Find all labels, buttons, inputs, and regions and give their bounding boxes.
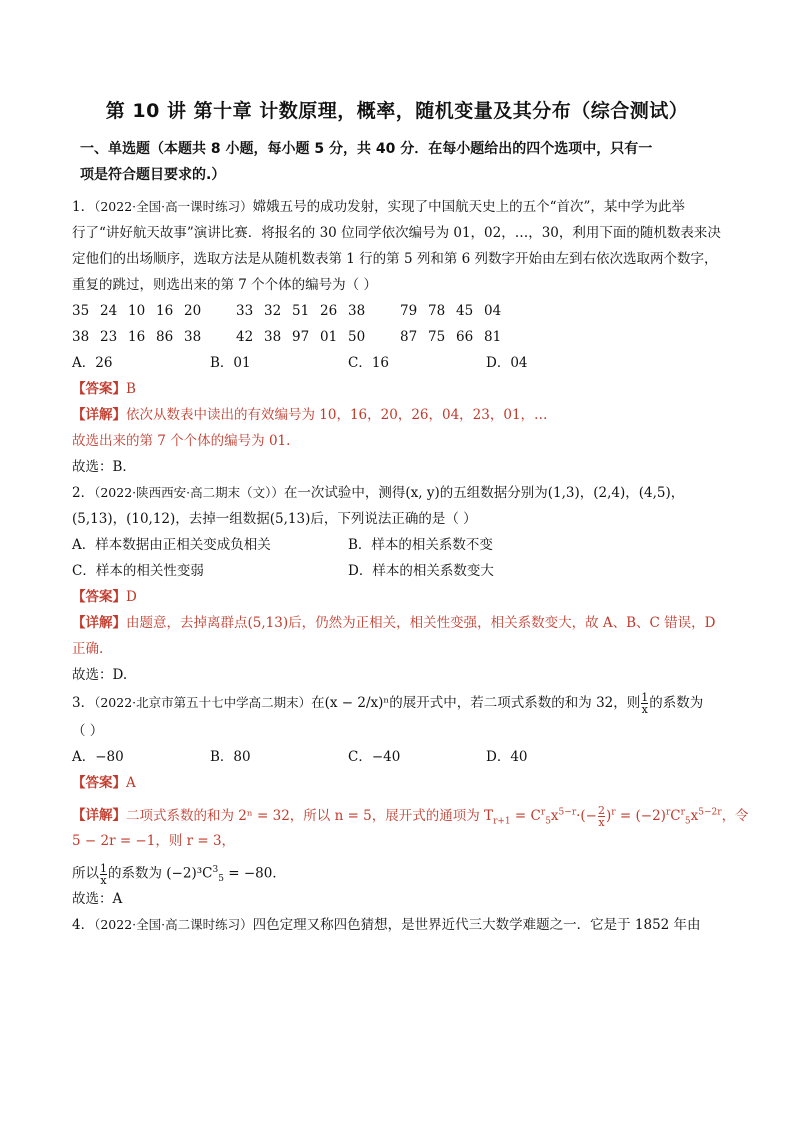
- random-number-row-1: [72, 298, 722, 324]
- table-cell: 50: [348, 329, 366, 345]
- question-text: 行了“讲好航天故事”演讲比赛．将报名的 30 位同学依次编号为 01，02，…，30，利用下面的随机数表来决: [72, 225, 721, 241]
- question-text: 定他们的出场顺序，选取方法是从随机数表第 1 行的第 5 列和第 6 列数字开始由左到右依次选取两个数字，: [72, 251, 718, 267]
- answer-tag: 【答案】: [72, 775, 126, 791]
- answer-options: [72, 744, 722, 770]
- answer-value: B: [126, 381, 136, 397]
- table-cell: 38: [72, 329, 90, 345]
- option-a: A．样本数据由正相关变成负相关: [72, 537, 271, 553]
- detail-text: 二项式系数的和为 2ⁿ = 32，所以 n = 5，展开式的通项为 $T_{r+1} = C^r_5x^{5-r}\cdot(-$ $\frac{2}{x}$ )$^r = (-2)^rC^r_5x^{5-2r}$，令: [126, 803, 749, 829]
- detail-line: [72, 796, 749, 829]
- table-cell: 75: [428, 329, 446, 345]
- question-3: [72, 688, 749, 912]
- table-cell: 35: [72, 303, 90, 319]
- number-group: [400, 324, 512, 350]
- option-d: D．40: [486, 749, 528, 765]
- detail-text: 5 − 2r = −1，则 r = 3，: [72, 833, 236, 849]
- answer-options: [72, 558, 722, 584]
- option-a: A．−80: [72, 749, 124, 765]
- table-cell: 42: [236, 329, 254, 345]
- answer-tag: 【答案】: [72, 589, 126, 605]
- choice-line: 故选：A: [72, 891, 123, 907]
- table-cell: 04: [484, 303, 502, 319]
- option-c: C．−40: [348, 749, 401, 765]
- detail-tag: 【详解】: [72, 615, 126, 631]
- choice-line: 故选：B．: [72, 459, 136, 475]
- option-d: D．样本的相关系数变大: [348, 563, 494, 579]
- questions: [72, 194, 749, 938]
- number-group: [236, 324, 376, 350]
- table-cell: 78: [428, 303, 446, 319]
- detail-text: 依次从数表中读出的有效编号为 10，16，20，26，04，23，01，…: [126, 407, 548, 423]
- table-cell: 86: [156, 329, 174, 345]
- question-source: （2022·北京市第五十七中学高二期末）: [94, 695, 312, 710]
- table-cell: 16: [156, 303, 174, 319]
- answer-line: [72, 770, 722, 796]
- number-group: [72, 298, 212, 324]
- option-b: B．80: [210, 749, 251, 765]
- fraction: $\frac{1}{x}$: [641, 691, 649, 716]
- table-cell: 10: [128, 303, 146, 319]
- table-cell: 16: [128, 329, 146, 345]
- answer-line: [72, 584, 722, 610]
- detail-line: [72, 610, 722, 636]
- question-text: 重复的跳过，则选出来的第 7 个个体的编号为（ ）: [72, 277, 377, 293]
- question-text: 的系数为: [649, 695, 704, 711]
- question-4: [72, 912, 722, 938]
- question-text: （ ）: [72, 723, 104, 739]
- number-group: [400, 298, 512, 324]
- detail-text: 故选出来的第 7 个个体的编号为 01.: [72, 433, 291, 449]
- choice-line: 故选：D.: [72, 667, 128, 683]
- table-cell: 26: [320, 303, 338, 319]
- fraction: $\frac{1}{x}$: [100, 861, 107, 887]
- question-number: 2．: [72, 485, 95, 501]
- table-cell: 97: [292, 329, 310, 345]
- table-cell: 38: [264, 329, 282, 345]
- question-source: （2022·陕西西安·高二期末（文））: [94, 485, 284, 500]
- option-b: B．样本的相关系数不变: [348, 537, 493, 553]
- section-heading: [80, 136, 720, 188]
- table-cell: 38: [184, 329, 202, 345]
- option-b: B．01: [210, 355, 251, 371]
- section-heading-line2: 项是符合题目要求的.）: [80, 167, 226, 183]
- question-text: 嫦娥五号的成功发射，实现了中国航天史上的五个“首次”，某中学为此举: [252, 199, 685, 215]
- question-number: 3．: [72, 695, 95, 711]
- question-1: [72, 194, 722, 480]
- fraction: $\frac{2}{x}$: [598, 803, 605, 829]
- detail-text: 正确.: [72, 641, 104, 657]
- question-text: 在: [311, 695, 325, 711]
- table-cell: 33: [236, 303, 254, 319]
- table-cell: 24: [100, 303, 118, 319]
- answer-line: [72, 376, 722, 402]
- math-expression: (x − 2/x)ⁿ: [324, 695, 390, 711]
- table-cell: 38: [348, 303, 366, 319]
- section-heading-line1: 一、单选题（本题共 8 小题，每小题 5 分，共 40 分．在每小题给出的四个选项中，只有一: [80, 141, 653, 157]
- question-2: [72, 480, 722, 688]
- detail-tag: 【详解】: [72, 807, 126, 824]
- table-cell: 32: [264, 303, 282, 319]
- random-number-row-2: [72, 324, 722, 350]
- option-c: C．16: [348, 355, 390, 371]
- number-group: [72, 324, 212, 350]
- option-c: C．样本的相关性变弱: [72, 563, 204, 579]
- table-cell: 20: [184, 303, 202, 319]
- question-number: 1．: [72, 199, 95, 215]
- option-a: A．26: [72, 355, 113, 371]
- table-cell: 01: [320, 329, 338, 345]
- table-cell: 79: [400, 303, 418, 319]
- question-source: （2022·全国·高二课时练习）: [94, 917, 253, 932]
- table-cell: 87: [400, 329, 418, 345]
- detail-line: 所以 $\frac{1}{x}$ 的系数为 $(-2)^3C^3_5 = -80$．: [72, 861, 286, 887]
- detail-line: [72, 402, 722, 428]
- question-text: 的展开式中，若二项式系数的和为 32，则: [389, 695, 641, 711]
- page-title: 第 10 讲 第十章 计数原理，概率，随机变量及其分布（综合测试）: [105, 100, 689, 122]
- number-group: [236, 298, 376, 324]
- table-cell: 23: [100, 329, 118, 345]
- answer-tag: 【答案】: [72, 381, 126, 397]
- detail-text: 由题意，去掉离群点(5,13)后，仍然为正相关，相关性变强，相关系数变大，故 A、B、C 错误，D: [126, 615, 716, 631]
- table-cell: 66: [456, 329, 474, 345]
- option-d: D．04: [486, 355, 528, 371]
- question-number: 4．: [72, 917, 95, 933]
- answer-value: A: [126, 775, 136, 791]
- answer-options: [72, 532, 722, 558]
- table-cell: 45: [456, 303, 474, 319]
- question-text: 在一次试验中，测得(x, y)的五组数据分别为(1,3)，(2,4)，(4,5)，: [283, 485, 685, 501]
- question-text: 四色定理又称四色猜想，是世界近代三大数学难题之一．它是于 1852 年由: [252, 917, 701, 933]
- table-cell: 51: [292, 303, 310, 319]
- question-text: (5,13)，(10,12)，去掉一组数据(5,13)后，下列说法正确的是（ ）: [72, 511, 477, 527]
- detail-tag: 【详解】: [72, 407, 126, 423]
- answer-options: [72, 350, 722, 376]
- question-source: （2022·全国·高一课时练习）: [94, 199, 253, 214]
- answer-value: D: [126, 589, 137, 605]
- table-cell: 81: [484, 329, 502, 345]
